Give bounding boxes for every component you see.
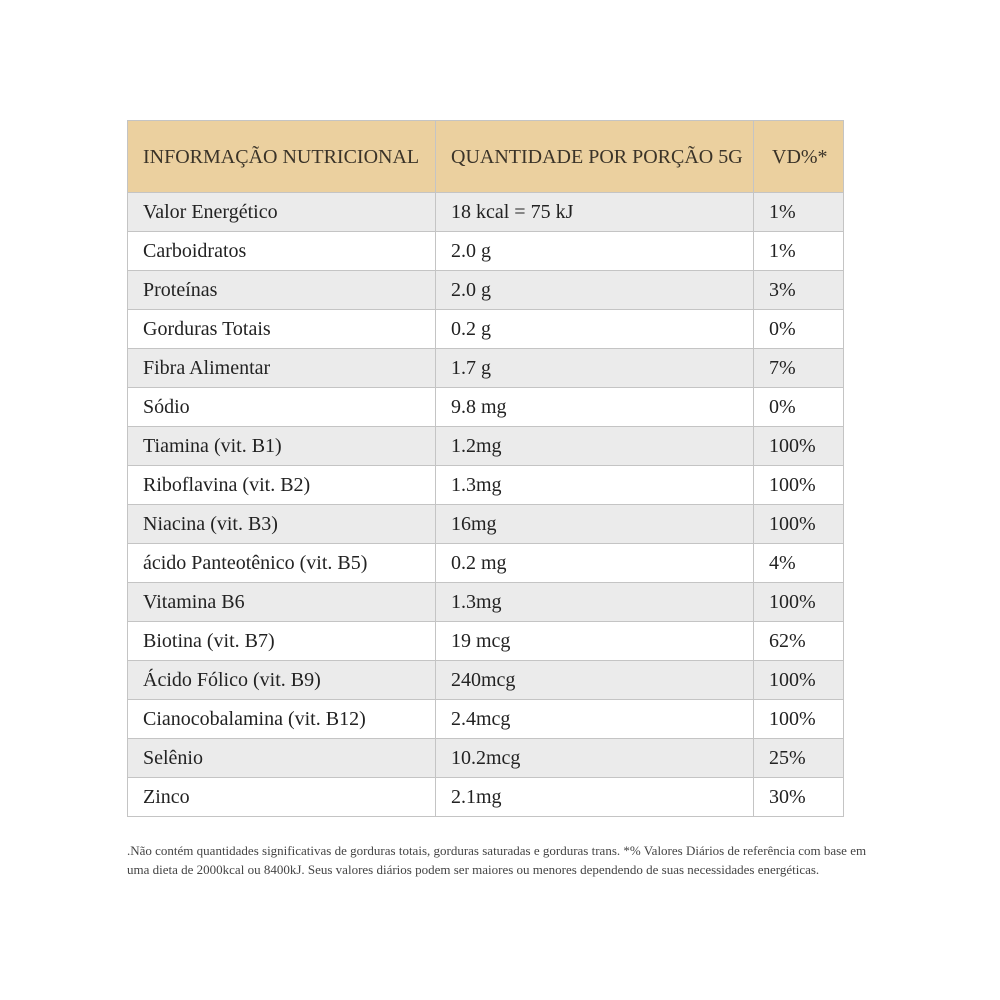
nutrient-daily-value: 0% <box>754 310 844 349</box>
nutrient-daily-value: 100% <box>754 661 844 700</box>
nutrient-quantity: 19 mcg <box>436 622 754 661</box>
nutrient-quantity: 2.4mcg <box>436 700 754 739</box>
table-row <box>128 661 844 700</box>
nutrient-name: Gorduras Totais <box>128 310 436 349</box>
header-daily-value: VD%* <box>754 121 844 193</box>
nutrient-daily-value: 3% <box>754 271 844 310</box>
nutrient-name: ácido Panteotênico (vit. B5) <box>128 544 436 583</box>
table-row <box>128 427 844 466</box>
table-body <box>128 193 844 817</box>
nutrient-daily-value: 7% <box>754 349 844 388</box>
table-row <box>128 271 844 310</box>
table-row <box>128 622 844 661</box>
nutrient-quantity: 0.2 g <box>436 310 754 349</box>
nutrient-quantity: 2.0 g <box>436 271 754 310</box>
nutrient-name: Tiamina (vit. B1) <box>128 427 436 466</box>
nutrient-daily-value: 100% <box>754 505 844 544</box>
table-row <box>128 583 844 622</box>
nutrient-name: Sódio <box>128 388 436 427</box>
table-row <box>128 466 844 505</box>
nutrient-quantity: 1.7 g <box>436 349 754 388</box>
nutrient-daily-value: 100% <box>754 466 844 505</box>
nutrient-quantity: 1.2mg <box>436 427 754 466</box>
nutrient-daily-value: 0% <box>754 388 844 427</box>
nutrient-name: Valor Energético <box>128 193 436 232</box>
table-row <box>128 700 844 739</box>
table-row <box>128 505 844 544</box>
nutrient-name: Ácido Fólico (vit. B9) <box>128 661 436 700</box>
nutrient-quantity: 18 kcal = 75 kJ <box>436 193 754 232</box>
table-row <box>128 388 844 427</box>
table-header <box>128 121 844 193</box>
nutrient-daily-value: 25% <box>754 739 844 778</box>
nutrient-name: Zinco <box>128 778 436 817</box>
nutrient-name: Vitamina B6 <box>128 583 436 622</box>
nutrient-quantity: 9.8 mg <box>436 388 754 427</box>
nutrition-facts-table <box>127 120 844 817</box>
table-row <box>128 232 844 271</box>
nutrient-name: Proteínas <box>128 271 436 310</box>
nutrient-name: Cianocobalamina (vit. B12) <box>128 700 436 739</box>
nutrient-name: Riboflavina (vit. B2) <box>128 466 436 505</box>
table-row <box>128 349 844 388</box>
nutrient-daily-value: 4% <box>754 544 844 583</box>
nutrient-daily-value: 100% <box>754 583 844 622</box>
nutrient-quantity: 0.2 mg <box>436 544 754 583</box>
nutrient-daily-value: 62% <box>754 622 844 661</box>
nutrient-quantity: 16mg <box>436 505 754 544</box>
nutrient-quantity: 240mcg <box>436 661 754 700</box>
nutrient-name: Niacina (vit. B3) <box>128 505 436 544</box>
nutrient-quantity: 2.0 g <box>436 232 754 271</box>
table-row <box>128 739 844 778</box>
nutrient-daily-value: 30% <box>754 778 844 817</box>
nutrient-daily-value: 100% <box>754 700 844 739</box>
nutrient-daily-value: 1% <box>754 193 844 232</box>
nutrient-name: Fibra Alimentar <box>128 349 436 388</box>
header-row <box>128 121 844 193</box>
footnote-text: .Não contém quantidades significativas de gorduras totais, gorduras saturadas e gorduras trans. *% Valores Diários de referência com base em uma dieta de 2000kcal ou 8400kJ. Seus valores diários podem ser maiores ou menores dependendo de suas necessidades energéticas. <box>127 843 867 877</box>
nutrient-daily-value: 1% <box>754 232 844 271</box>
nutrient-quantity: 1.3mg <box>436 466 754 505</box>
table-row <box>128 544 844 583</box>
nutrient-quantity: 1.3mg <box>436 583 754 622</box>
nutrient-quantity: 2.1mg <box>436 778 754 817</box>
nutrient-name: Selênio <box>128 739 436 778</box>
header-quantity: QUANTIDADE POR PORÇÃO 5G <box>436 121 754 193</box>
table-row <box>128 778 844 817</box>
nutrient-quantity: 10.2mcg <box>436 739 754 778</box>
nutrient-daily-value: 100% <box>754 427 844 466</box>
table-row <box>128 310 844 349</box>
table-row <box>128 193 844 232</box>
nutrient-name: Carboidratos <box>128 232 436 271</box>
header-nutrient: INFORMAÇÃO NUTRICIONAL <box>128 121 436 193</box>
nutrient-name: Biotina (vit. B7) <box>128 622 436 661</box>
